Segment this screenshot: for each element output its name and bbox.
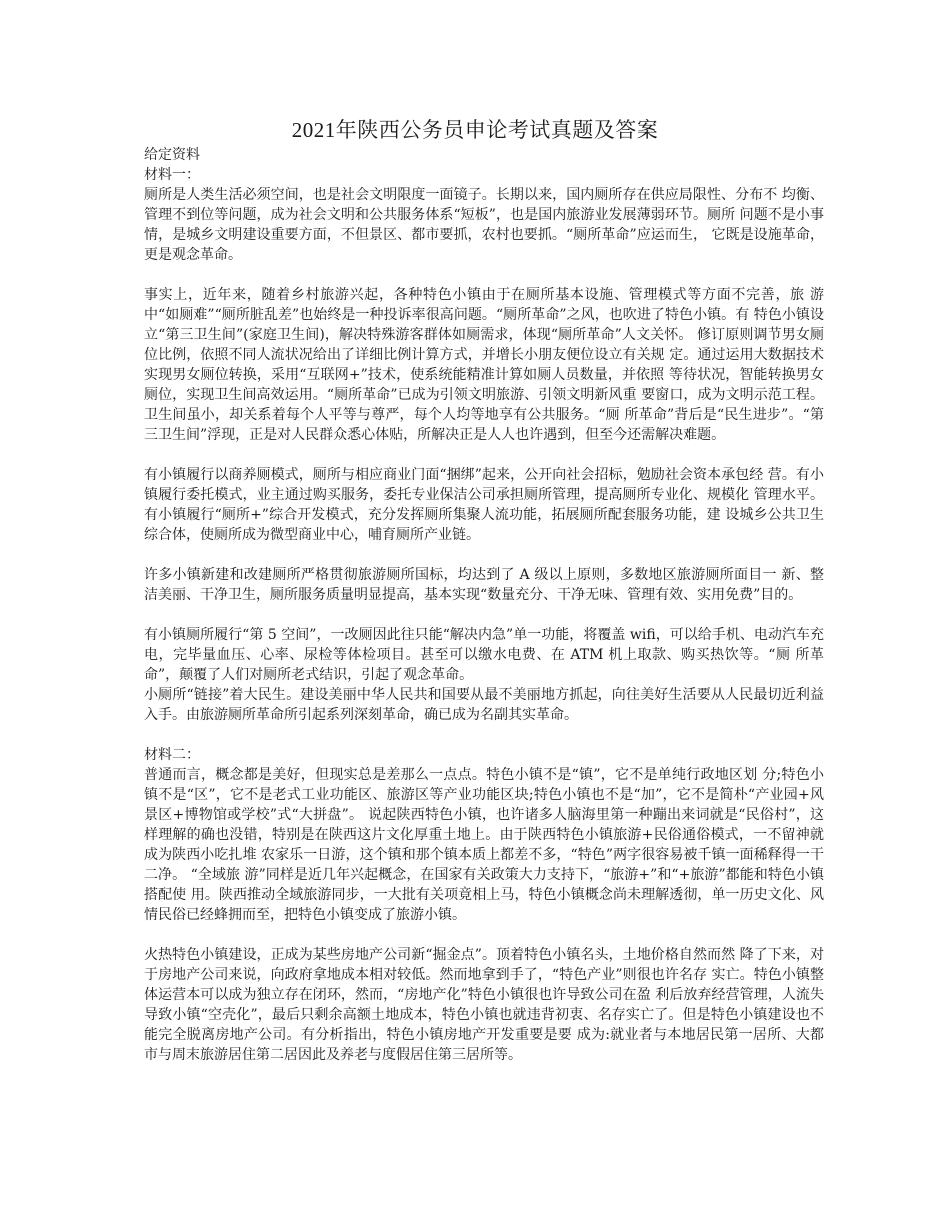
paragraph-gap — [144, 445, 824, 465]
paragraph: 有小镇厕所履行“第 5 空间”，一改厕因此往只能“解决内急”单一功能，将覆盖 wifi，可以给手机、电动汽车充电，完毕量血压、心率、尿检等体检项目。甚至可以缴水电费、在 ATM 机上取款、购买热饮等。“厕 所革命”，颠覆了人们对厕所老式结识，引起了观念革命。 — [144, 627, 824, 683]
paragraph: 有小镇履行以商养厕模式，厕所与相应商业门面“捆绑”起来，公开向社会招标，勉励社会资本承包经 营。有小镇履行委托模式，业主通过购买服务，委托专业保洁公司承担厕所管理，提高厕所专业化、规模化 管理水平。有小镇履行“厕所+”综合开发模式，充分发挥厕所集聚人流功能，拓展厕所配套服务功能，建 设城乡公共卫生综合体，使厕所成为微型商业中心，哺育厕所产业链。 — [144, 467, 824, 543]
paragraph: 火热特色小镇建设，正成为某些房地产公司新“掘金点”。顶着特色小镇名头，土地价格自然而然 降了下来，对于房地产公司来说，向政府拿地成本相对较低。然而地拿到手了，“特色产业”则很也许名存 实亡。特色小镇整体运营本可以成为独立存在闭环，然而，“房地产化”特色小镇很也许导致公司在盈 利后放弃经营管理，人流失导致小镇“空壳化”，最后只剩余高额土地成本，特色小镇也就违背初衷、名存实亡了。但是特色小镇建设也不能完全脱离房地产公司。有分析指出，特色小镇房地产开发重要是要 成为:就业者与本地居民第一居所、大都市与周末旅游居住第二居因此及养老与度假居住第三居所等。 — [144, 947, 824, 1063]
material-2-label: 材料二： — [144, 747, 200, 763]
paragraph: 许多小镇新建和改建厕所严格贯彻旅游厕所国标，均达到了 A 级以上原则，多数地区旅游厕所面目一 新、整洁美丽、干净卫生，厕所服务质量明显提高，基本实现“数量充分、干净无味、管理有效、实用免费”目的。 — [144, 567, 824, 603]
paragraph-gap — [144, 925, 824, 945]
document-title: 2021年陕西公务员申论考试真题及答案 — [291, 118, 659, 142]
paragraph: 普通而言，概念都是美好，但现实总是差那么一点点。特色小镇不是“镇”，它不是单纯行政地区划 分;特色小镇不是“区”，它不是老式工业功能区、旅游区等产业功能区块;特色小镇也不是“加”，它不是简朴“产业园+风景区+博物馆或学校”式“大拼盘”。 说起陕西特色小镇，也许诸多人脑海里第一种蹦出来词就是“民俗村”，这样理解的确也没错，特别是在陕西这片文化厚重土地上。由于陕西特色小镇旅游+民俗通俗模式，一不留神就成为陕西小吃扎堆 农家乐一日游，这个镇和那个镇本质上都差不多，“特色”两字很容易被千镇一面稀释得一干二净。 “全域旅 游”同样是近几年兴起概念，在国家有关政策大力支持下，“旅游+”和“+旅游”都能和特色小镇搭配使 用。陕西推动全域旅游同步，一大批有关项竟相上马，特色小镇概念尚未理解透彻，单一历史文化、风 情民俗已经蜂拥而至，把特色小镇变成了旅游小镇。 — [144, 767, 824, 923]
paragraph-gap — [144, 605, 824, 625]
document-body — [144, 145, 824, 1065]
paragraph: 小厕所“链接”着大民生。建设美丽中华人民共和国要从最不美丽地方抓起，向往美好生活要从人民最切近利益 入手。由旅游厕所革命所引起系列深刻革命，确已成为名副其实革命。 — [144, 687, 824, 723]
paragraph: 厕所是人类生活必须空间，也是社会文明限度一面镜子。长期以来，国内厕所存在供应局限性、分布不 均衡、管理不到位等问题，成为社会文明和公共服务体系“短板”，也是国内旅游业发展薄弱环节。厕所 问题不是小事情，是城乡文明建设重要方面，不但景区、都市要抓，农村也要抓。“厕所革命”应运而生， 它既是设施革命，更是观念革命。 — [144, 187, 824, 263]
paragraph: 事实上，近年来，随着乡村旅游兴起，各种特色小镇由于在厕所基本设施、管理模式等方面不完善，旅 游中“如厕难”“厕所脏乱差”也始终是一种投诉率很高问题。“厕所革命”之风，也吹进了特色小镇。有 特色小镇设立“第三卫生间”(家庭卫生间)，解决特殊游客群体如厕需求，体现“厕所革命”人文关怀。 修订原则调节男女厕位比例，依照不同人流状况给出了详细比例计算方式，并增长小朋友便位设立有关规 定。通过运用大数据技术实现男女厕位转换，采用“互联网+”技术，使系统能精准计算如厕人员数量，并依照 等待状况，智能转换男女厕位，实现卫生间高效运用。“厕所革命”已成为引领文明旅游、引领文明新风重 要窗口，成为文明示范工程。卫生间虽小，却关系着每个人平等与尊严，每个人均等地享有公共服务。“厕 所革命”背后是“民生进步”。“第三卫生间”浮现，正是对人民群众悉心体贴，所解决正是人人也许遇到，但至今还需解决难题。 — [144, 287, 824, 443]
paragraph-gap — [144, 545, 824, 565]
paragraph-gap — [144, 265, 824, 285]
section-label: 给定资料 — [144, 147, 200, 163]
paragraph-gap — [144, 725, 824, 745]
material-1-label: 材料一： — [144, 167, 200, 183]
